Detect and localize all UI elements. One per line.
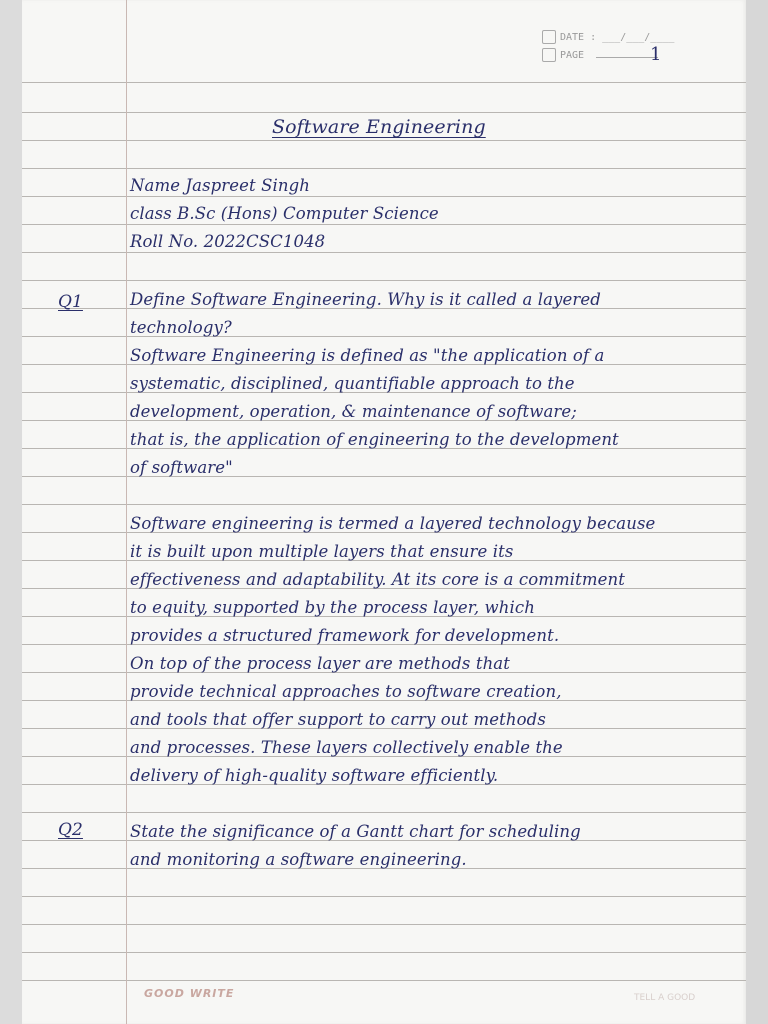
student-roll: Roll No. 2022CSC1048 [130, 232, 326, 251]
q1-answer-line: that is, the application of engineering to the development [130, 430, 619, 449]
ruled-line [22, 896, 746, 897]
q1-answer-line: delivery of high-quality software efficiently. [130, 766, 499, 785]
q1-answer-line: provides a structured framework for development. [130, 626, 560, 645]
ruled-line [22, 224, 746, 225]
page-icon [542, 48, 556, 62]
ruled-line [22, 280, 746, 281]
q1-answer-line: effectiveness and adaptability. At its core is a commitment [130, 570, 625, 589]
q1-answer-line: to equity, supported by the process layer, which [130, 598, 535, 617]
ruled-line [22, 82, 746, 83]
date-label: DATE : ___/___/____ [560, 32, 675, 43]
page-label: PAGE [560, 50, 585, 61]
ruled-line [22, 924, 746, 925]
q1-answer-line: development, operation, & maintenance of software; [130, 402, 577, 421]
q1-answer-line: and tools that offer support to carry out methods [130, 710, 546, 729]
q2-label: Q2 [58, 820, 83, 840]
q1-label: Q1 [58, 292, 83, 312]
q1-answer-line: Software Engineering is defined as "the application of a [130, 346, 605, 365]
q1-answer-line: On top of the process layer are methods that [130, 654, 510, 673]
date-page-box [542, 28, 712, 68]
q1-question-line: technology? [130, 318, 232, 337]
q1-answer-line: systematic, disciplined, quantifiable approach to the [130, 374, 575, 393]
q1-answer-line: and processes. These layers collectively enable the [130, 738, 563, 757]
ruled-line [22, 504, 746, 505]
page-number: 1 [650, 44, 662, 65]
ruled-line [22, 196, 746, 197]
ruled-line [22, 168, 746, 169]
notebook-page [22, 0, 746, 1024]
student-class: class B.Sc (Hons) Computer Science [130, 204, 439, 223]
q2-question-line: and monitoring a software engineering. [130, 850, 467, 869]
q1-answer-line: Software engineering is termed a layered technology because [130, 514, 656, 533]
ruled-line [22, 112, 746, 113]
student-name: Name Jaspreet Singh [130, 176, 310, 195]
notebook-brand: GOOD WRITE [144, 987, 235, 1000]
ruled-line [22, 252, 746, 253]
footer-mark: TELL A GOOD [634, 993, 696, 1003]
q1-question-line: Define Software Engineering. Why is it called a layered [130, 290, 601, 309]
q1-answer-line: provide technical approaches to software creation, [130, 682, 562, 701]
ruled-line [22, 952, 746, 953]
date-icon [542, 30, 556, 44]
ruled-line [22, 140, 746, 141]
page-title: Software Engineering [272, 116, 486, 138]
margin-line [126, 0, 127, 1024]
ruled-line [22, 980, 746, 981]
ruled-line [22, 812, 746, 813]
q2-question-line: State the significance of a Gantt chart for scheduling [130, 822, 581, 841]
q1-answer-line: it is built upon multiple layers that ensure its [130, 542, 514, 561]
q1-answer-line: of software" [130, 458, 233, 477]
background-strip [746, 0, 768, 1024]
